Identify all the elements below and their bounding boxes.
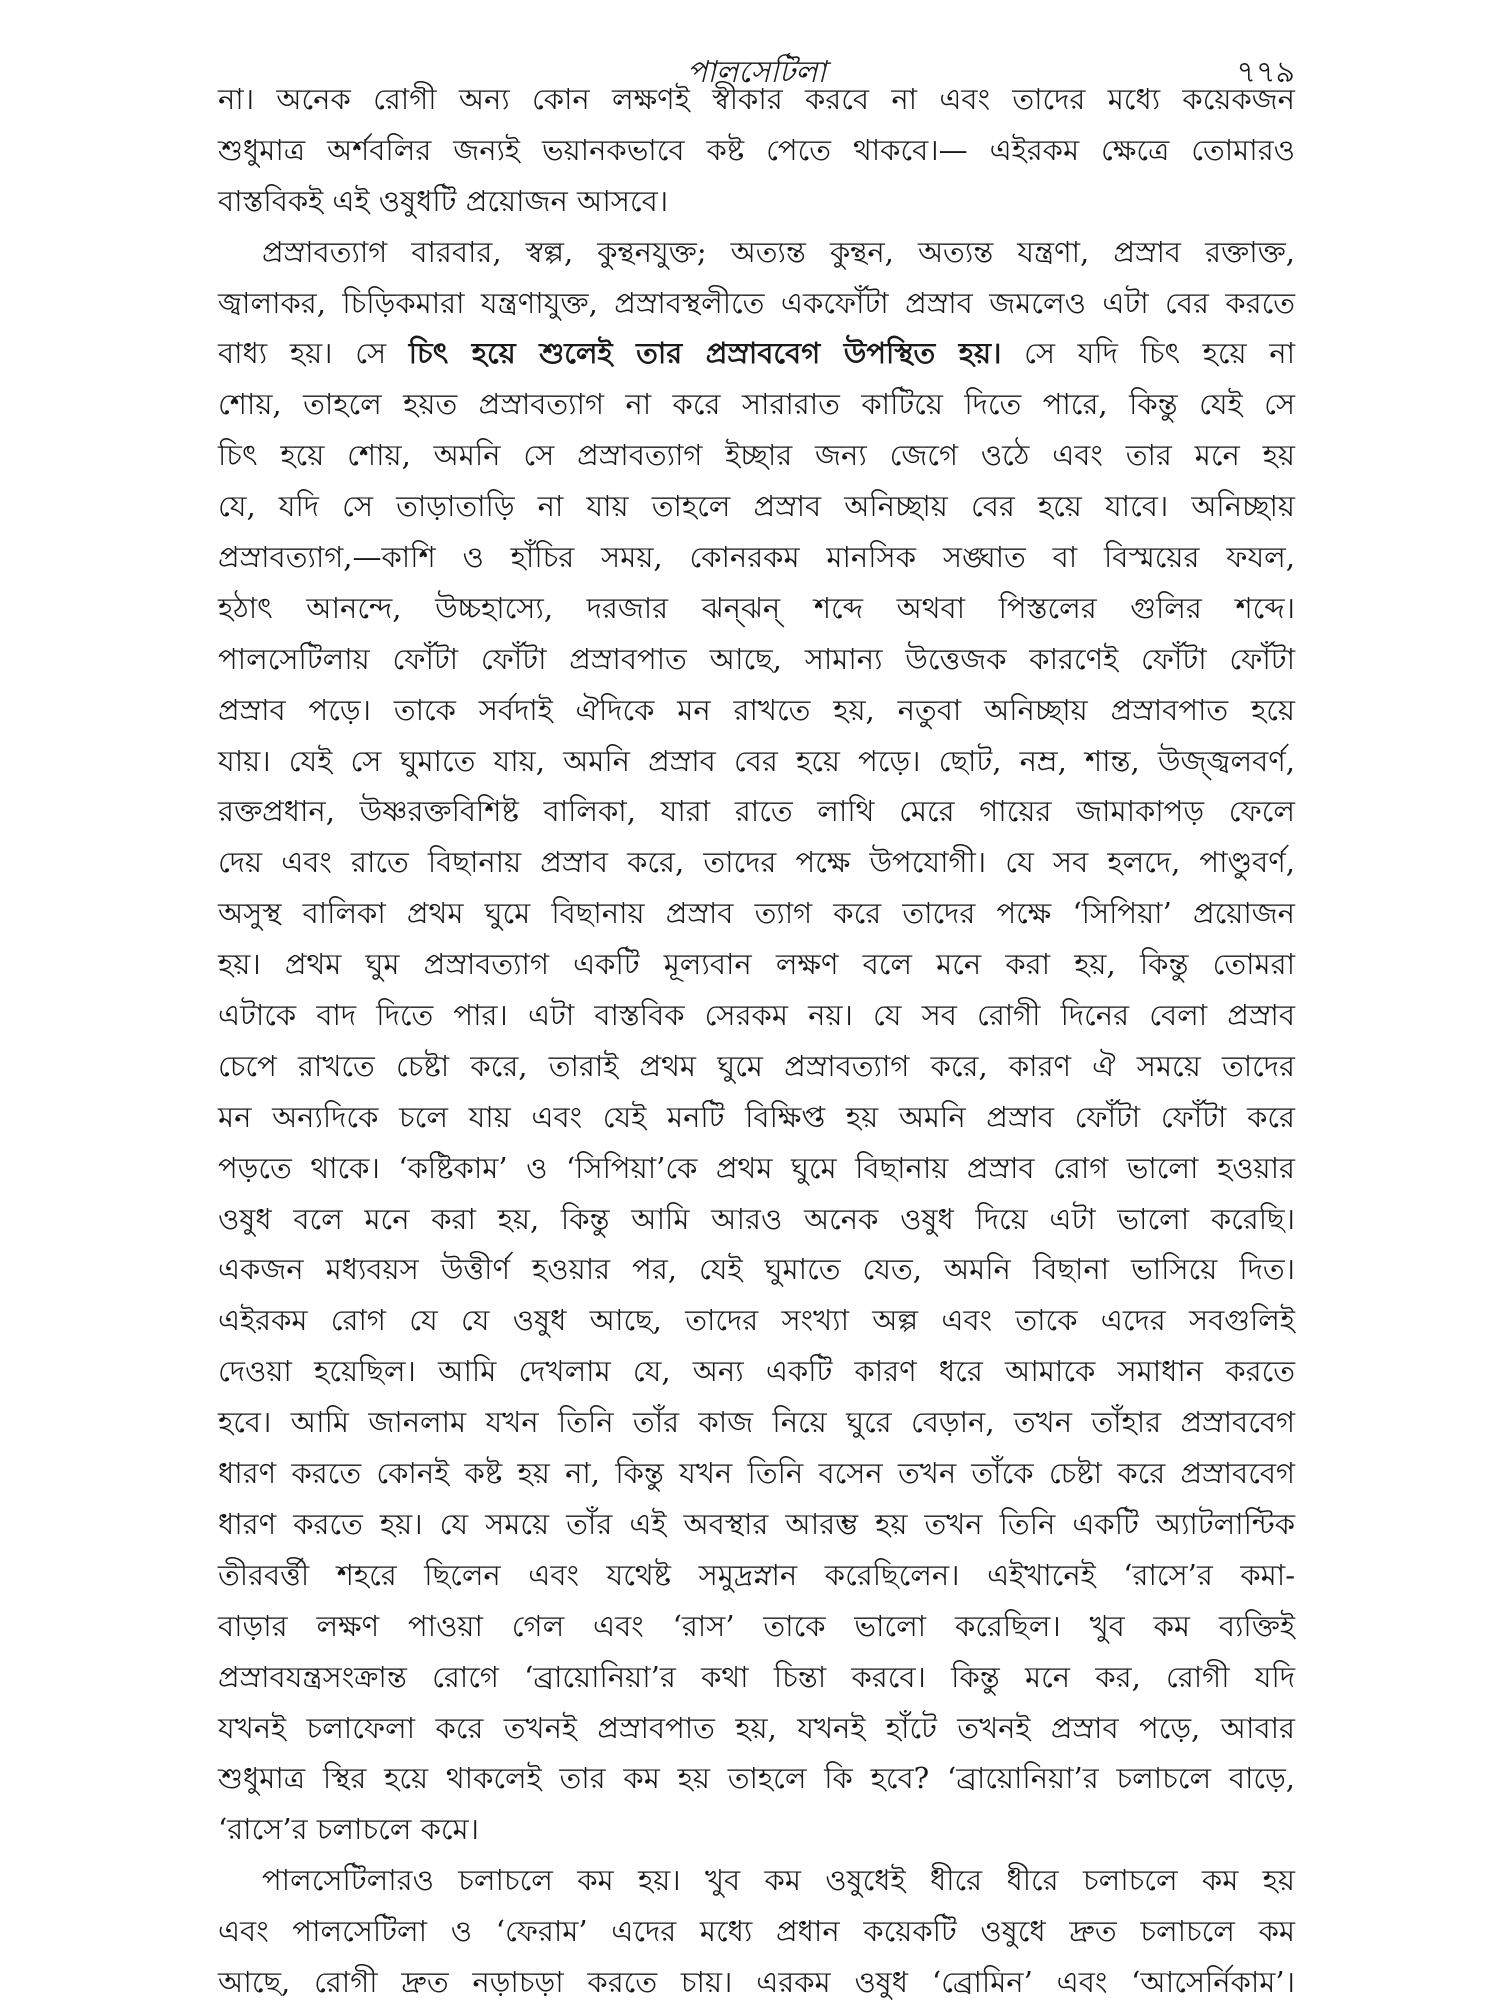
body-text — [218, 74, 1295, 2008]
text-line: ধারণ করতে হয়। যে সময়ে তাঁর এই অবস্থার আরম্ভ হয় তখন তিনি একটি অ্যাটলান্টিক — [218, 1506, 1295, 1541]
text-line: হঠাৎ আনন্দে, উচ্চহাস্যে, দরজার ঝন্‌ঝন্‌ শব্দে অথবা পিস্তলের গুলির শব্দে। — [218, 590, 1295, 625]
text-line: না। অনেক রোগী অন্য কোন লক্ষণই স্বীকার করবে না এবং তাদের মধ্যে কয়েকজন — [218, 82, 1295, 116]
text-line: যায়। যেই সে ঘুমাতে যায়, অমনি প্রস্রাব বের হয়ে পড়ে। ছোট, নম্র, শান্ত, উজ্জ্বলবর্ণ, — [218, 743, 1295, 778]
text-line: চিৎ হয়ে শোয়, অমনি সে প্রস্রাবত্যাগ ইচ্ছার জন্য জেগে ওঠে এবং তার মনে হয় — [218, 438, 1295, 473]
text-line: যখনই চলাফেলা করে তখনই প্রস্রাবপাত হয়, যখনই হাঁটে তখনই প্রস্রাব পড়ে, আবার — [218, 1710, 1295, 1745]
text-line: জ্বালাকর, চিড়িকমারা যন্ত্রণাযুক্ত, প্রস্রাবস্থলীতে একফোঁটা প্রস্রাব জমলেও এটা বের করতে — [218, 285, 1295, 320]
text-line: এবং পালসেটিলা ও ‘ফেরাম’ এদের মধ্যে প্রধান কয়েকটি ওষুধে দ্রুত চলাচলে কম — [218, 1914, 1295, 1949]
text-line: পালসেটিলারও চলাচলে কম হয়। খুব কম ওষুধেই ধীরে ধীরে চলাচলে কম হয় — [262, 1863, 1295, 1898]
text-line: প্রস্রাবত্যাগ,—কাশি ও হাঁচির সময়, কোনরকম মানসিক সঙ্ঘাত বা বিস্ময়ের ফযল, — [218, 540, 1295, 575]
text-line: পড়তে থাকে। ‘কষ্টিকাম’ ও ‘সিপিয়া’কে প্রথম ঘুমে বিছানায় প্রস্রাব রোগ ভালো হওয়ার — [218, 1150, 1295, 1185]
running-title: পালসেটিলা — [686, 55, 827, 90]
text-line: চেপে রাখতে চেষ্টা করে, তারাই প্রথম ঘুমে প্রস্রাবত্যাগ করে, কারণ ঐ সময়ে তাদের — [218, 1048, 1295, 1083]
text-line: প্রস্রাবত্যাগ বারবার, স্বল্প, কুন্থনযুক্ত; অত্যন্ত কুন্থন, অত্যন্ত যন্ত্রণা, প্রস্রাব রক্তাক্ত, — [262, 234, 1295, 269]
page-number: ৭৭৯ — [1236, 55, 1295, 90]
text-line: ওষুধ বলে মনে করা হয়, কিন্তু আমি আরও অনেক ওষুধ দিয়ে এটা ভালো করেছি। — [218, 1201, 1295, 1236]
bold-emphasis: চিৎ হয়ে শুলেই তার প্রস্রাববেগ উপস্থিত হয়। — [408, 336, 1002, 371]
text-line: হয়। প্রথম ঘুম প্রস্রাবত্যাগ একটি মূল্যবান লক্ষণ বলে মনে করা হয়, কিন্তু তোমরা — [218, 947, 1295, 982]
text-line: যে, যদি সে তাড়াতাড়ি না যায় তাহলে প্রস্রাব অনিচ্ছায় বের হয়ে যাবে। অনিচ্ছায় — [218, 489, 1295, 524]
text-line: বাড়ার লক্ষণ পাওয়া গেল এবং ‘রাস’ তাকে ভালো করেছিল। খুব কম ব্যক্তিই — [218, 1608, 1295, 1643]
text-line: বাস্তবিকই এই ওষুধটি প্রয়োজন আসবে। — [218, 183, 669, 218]
text-line: পালসেটিলায় ফোঁটা ফোঁটা প্রস্রাবপাত আছে, সামান্য উত্তেজক কারণেই ফোঁটা ফোঁটা — [218, 641, 1295, 676]
text-span: বাধ্য হয়। সে — [218, 336, 409, 371]
text-line: প্রস্রাব পড়ে। তাকে সর্বদাই ঐদিকে মন রাখতে হয়, নতুবা অনিচ্ছায় প্রস্রাবপাত হয়ে — [218, 692, 1295, 727]
text-line: ধারণ করতে কোনই কষ্ট হয় না, কিন্তু যখন তিনি বসেন তখন তাঁকে চেষ্টা করে প্রস্রাববেগ — [218, 1456, 1295, 1491]
text-line: এইরকম রোগ যে যে ওষুধ আছে, তাদের সংখ্যা অল্প এবং তাকে এদের সবগুলিই — [218, 1303, 1295, 1338]
text-line: শুধুমাত্র স্থির হয়ে থাকলেই তার কম হয় তাহলে কি হবে? ‘ব্রায়োনিয়া’র চলাচলে বাড়ে, — [218, 1761, 1295, 1796]
text-line: তীরবর্ত্তী শহরে ছিলেন এবং যথেষ্ট সমুদ্রস্নান করেছিলেন। এইখানেই ‘রাসে’র কমা- — [218, 1557, 1295, 1592]
text-line: দেয় এবং রাতে বিছানায় প্রস্রাব করে, তাদের পক্ষে উপযোগী। যে সব হলদে, পাণ্ডুবর্ণ, — [218, 845, 1295, 880]
text-line: এটাকে বাদ দিতে পার। এটা বাস্তবিক সেরকম নয়। যে সব রোগী দিনের বেলা প্রস্রাব — [218, 998, 1295, 1033]
text-line: রক্তপ্রধান, উষ্ণরক্তবিশিষ্ট বালিকা, যারা রাতে লাথি মেরে গায়ের জামাকাপড় ফেলে — [218, 794, 1295, 829]
text-line-with-emphasis — [218, 328, 1295, 379]
text-line: একজন মধ্যবয়স উত্তীর্ণ হওয়ার পর, যেই ঘুমাতে যেত, অমনি বিছানা ভাসিয়ে দিত। — [218, 1252, 1295, 1287]
text-line: হবে। আমি জানলাম যখন তিনি তাঁর কাজ নিয়ে ঘুরে বেড়ান, তখন তাঁহার প্রস্রাববেগ — [218, 1405, 1295, 1440]
text-line: ‘রাসে’র চলাচলে কমে। — [218, 1812, 479, 1847]
text-line: অসুস্থ বালিকা প্রথম ঘুমে বিছানায় প্রস্রাব ত্যাগ করে তাদের পক্ষে ‘সিপিয়া’ প্রয়োজন — [218, 896, 1295, 931]
text-line: শোয়, তাহলে হয়ত প্রস্রাবত্যাগ না করে সারারাত কাটিয়ে দিতে পারে, কিন্তু যেই সে — [218, 387, 1295, 422]
text-line: প্রস্রাবযন্ত্রসংক্রান্ত রোগে ‘ব্রায়োনিয়া’র কথা চিন্তা করবে। কিন্তু মনে কর, রোগী যদি — [218, 1659, 1295, 1694]
text-line: আছে, রোগী দ্রুত নড়াচড়া করতে চায়। এরকম ওষুধ ‘ব্রোমিন’ এবং ‘আসের্নিকাম’। — [218, 1964, 1295, 1999]
text-line: দেওয়া হয়েছিল। আমি দেখলাম যে, অন্য একটি কারণ ধরে আমাকে সমাধান করতে — [218, 1354, 1295, 1389]
text-span: সে যদি চিৎ হয়ে না — [1001, 336, 1295, 371]
text-line: মন অন্যদিকে চলে যায় এবং যেই মনটি বিক্ষিপ্ত হয় অমনি প্রস্রাব ফোঁটা ফোঁটা করে — [218, 1099, 1295, 1134]
text-line: শুধুমাত্র অর্শবলির জন্যই ভয়ানকভাবে কষ্ট পেতে থাকবে।— এইরকম ক্ষেত্রে তোমারও — [218, 132, 1295, 167]
